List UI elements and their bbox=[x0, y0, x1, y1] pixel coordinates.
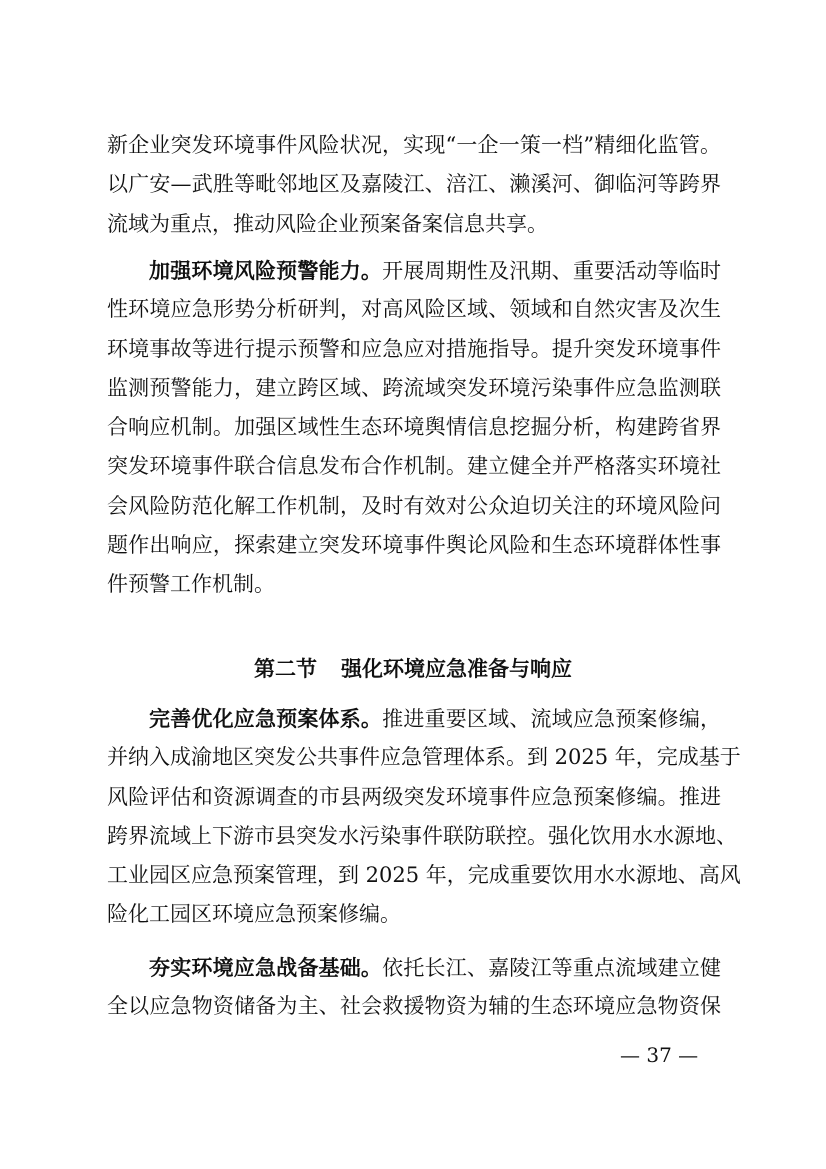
text-line: 性环境应急形势分析研判，对高风险区域、领域和自然灾害及次生 bbox=[107, 297, 721, 322]
text-line: 跨界流域上下游市县突发水污染事件联防联控。强化饮用水水源地、 bbox=[107, 823, 737, 848]
text-line: 突发环境事件联合信息发布合作机制。建立健全并严格落实环境社 bbox=[107, 454, 721, 479]
text-line: 并纳入成渝地区突发公共事件应急管理体系。到 2025 年，完成基于 bbox=[107, 745, 741, 770]
paragraph-1 bbox=[107, 126, 721, 244]
paragraph-lead: 夯实环境应急战备基础。 bbox=[149, 955, 383, 980]
section-number: 第二节 bbox=[254, 656, 317, 681]
paragraph-3 bbox=[107, 699, 741, 935]
section-title: 强化环境应急准备与响应 bbox=[341, 656, 572, 681]
text-line: 会风险防范化解工作机制，及时有效对公众迫切关注的环境风险问 bbox=[107, 493, 721, 518]
text-line: 监测预警能力，建立跨区域、跨流域突发环境污染事件应急监测联 bbox=[107, 375, 721, 400]
text-line: 以广安—武胜等毗邻地区及嘉陵江、涪江、濑溪河、御临河等跨界 bbox=[107, 172, 721, 197]
text-line: 险化工园区环境应急预案修编。 bbox=[107, 902, 401, 927]
text-line: 合响应机制。加强区域性生态环境舆情信息挖掘分析，构建跨省界 bbox=[107, 415, 721, 440]
text-line bbox=[107, 251, 721, 290]
text-line: 全以应急物资储备为主、社会救援物资为辅的生态环境应急物资保 bbox=[107, 994, 721, 1019]
text-line: 新企业突发环境事件风险状况，实现“一企一策一档”精细化监管。 bbox=[107, 133, 721, 157]
text-line: 环境事故等进行提示预警和应急应对措施指导。提升突发环境事件 bbox=[107, 336, 721, 361]
paragraph-text: 依托长江、嘉陵江等重点流域建立健 bbox=[382, 956, 722, 980]
section-heading bbox=[0, 652, 826, 686]
paragraph-text: 开展周期性及汛期、重要活动等临时 bbox=[382, 259, 722, 283]
text-line bbox=[107, 699, 721, 738]
paragraph-lead: 完善优化应急预案体系。 bbox=[149, 706, 383, 731]
paragraph-4 bbox=[107, 948, 721, 1027]
paragraph-2 bbox=[107, 251, 721, 605]
text-line: 工业园区应急预案管理，到 2025 年，完成重要饮用水水源地、高风 bbox=[107, 863, 741, 888]
text-line bbox=[107, 948, 721, 987]
text-line: 件预警工作机制。 bbox=[107, 572, 275, 597]
text-line: 题作出响应，探索建立突发环境事件舆论风险和生态环境群体性事 bbox=[107, 533, 721, 558]
text-line: 风险评估和资源调查的市县两级突发环境事件应急预案修编。推进 bbox=[107, 784, 721, 809]
text-line: 流域为重点，推动风险企业预案备案信息共享。 bbox=[107, 211, 548, 236]
page-number: — 37 — bbox=[620, 1043, 699, 1067]
paragraph-lead: 加强环境风险预警能力。 bbox=[149, 258, 383, 283]
paragraph-text: 推进重要区域、流域应急预案修编， bbox=[382, 707, 722, 731]
